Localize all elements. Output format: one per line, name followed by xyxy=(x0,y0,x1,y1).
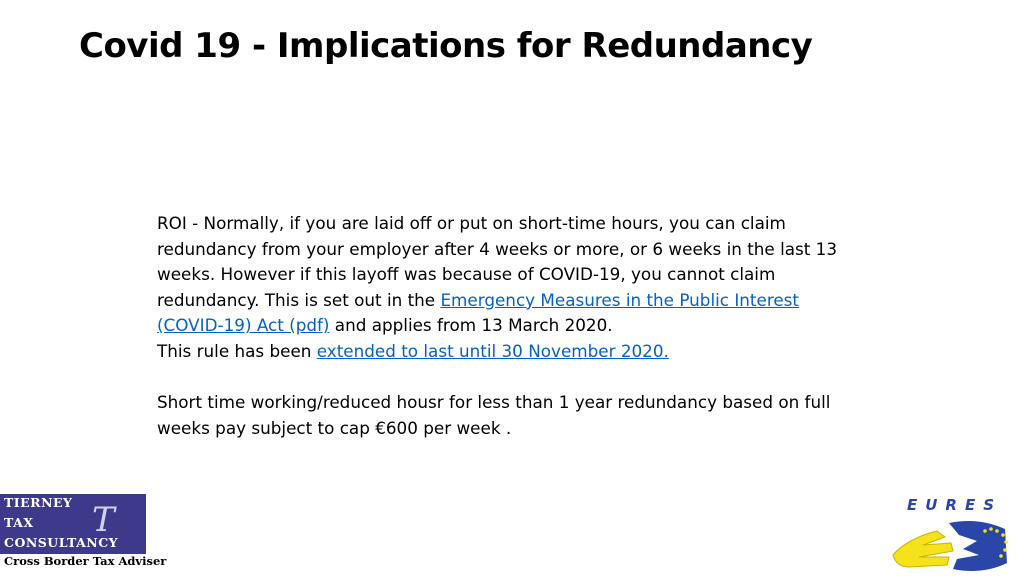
slide-title: Covid 19 - Implications for Redundancy xyxy=(79,26,813,66)
eures-logo-wordmark: EURES xyxy=(907,496,1003,514)
body-text xyxy=(157,211,857,441)
paragraph-roi xyxy=(157,211,857,339)
ttc-monogram-icon: T xyxy=(92,500,115,540)
ttc-logo-line-consultancy: CONSULTANCY xyxy=(4,535,119,550)
paragraph-spacer xyxy=(157,365,857,391)
paragraph-roi-text-start: ROI - Normally, if you are laid off or put on short-time hours, you can claim redundancy from your employer after 4 weeks or more, or 6 weeks in the last 13 weeks. However if this layoff was because of COVID-19, you cannot claim redundancy. This is set out in the xyxy=(157,213,838,310)
paragraph-short-time: Short time working/reduced housr for less than 1 year redundancy based on full weeks pay subject to cap €600 per week . xyxy=(157,392,831,438)
ttc-logo-line-tierney: TIERNEY xyxy=(4,495,73,510)
emergency-measures-act-link[interactable]: Emergency Measures in the Public Interest (COVID-19) Act (pdf) xyxy=(157,289,800,336)
ttc-logo-line-tax: TAX xyxy=(4,515,34,530)
tierney-tax-consultancy-logo xyxy=(0,494,167,576)
eures-hand-blue-icon xyxy=(949,521,1007,571)
extension-link[interactable]: extended to last until 30 November 2020. xyxy=(316,340,669,361)
ttc-logo-tagline: Cross Border Tax Adviser xyxy=(4,554,167,568)
paragraph-extension-text: This rule has been xyxy=(157,340,317,361)
eures-hand-icon xyxy=(893,531,953,567)
eures-emblem-icon xyxy=(879,493,1024,576)
eures-logo xyxy=(879,493,1024,576)
ttc-logo-banner xyxy=(0,494,146,554)
paragraph-extension xyxy=(157,339,857,365)
paragraph-roi-text-end: and applies from 13 March 2020. xyxy=(329,315,613,336)
